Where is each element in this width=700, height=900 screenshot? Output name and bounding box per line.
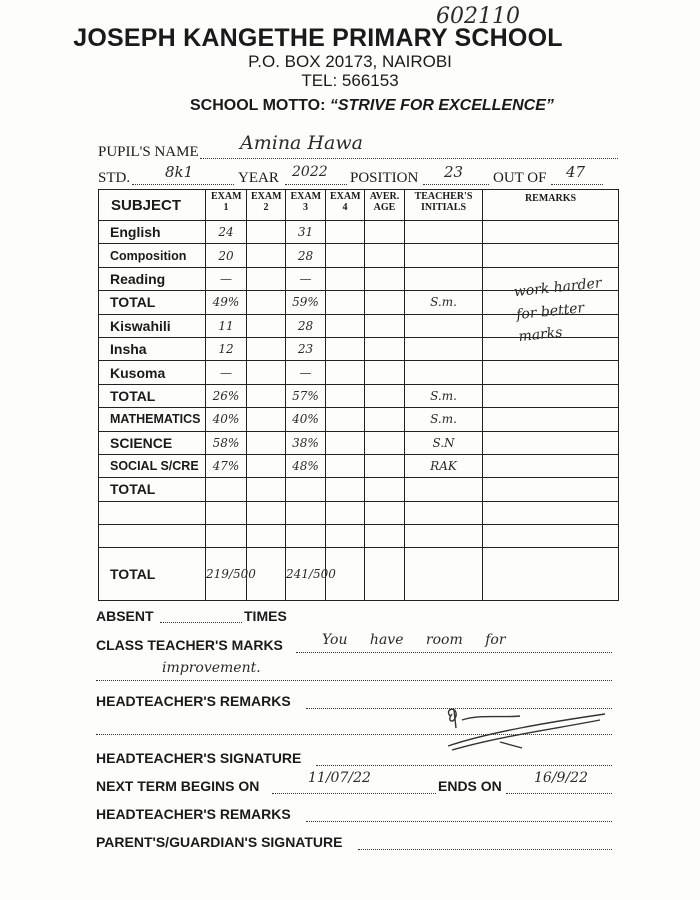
class-teacher-dots-2 xyxy=(96,680,612,681)
absent-dots xyxy=(160,622,242,623)
year-value: 2022 xyxy=(292,164,328,180)
initials-cell xyxy=(405,501,483,524)
std-dots xyxy=(132,184,234,185)
exam4-cell xyxy=(326,291,365,314)
exam4-cell xyxy=(326,431,365,454)
headteacher-remarks-label: HEADTEACHER'S REMARKS xyxy=(96,693,291,709)
exam2-cell xyxy=(247,454,286,477)
subject-cell: TOTAL xyxy=(99,384,206,407)
exam4-cell xyxy=(326,221,365,244)
header-teacher-initials: TEACHER'S INITIALS xyxy=(405,190,483,221)
initials-cell: S.m. xyxy=(405,384,483,407)
exam2-cell xyxy=(247,221,286,244)
parent-signature-label: PARENT'S/GUARDIAN'S SIGNATURE xyxy=(96,834,343,850)
avg-cell xyxy=(365,361,405,384)
remarks-cell xyxy=(483,478,619,501)
exam3-cell: 40% xyxy=(286,408,326,431)
grand-total-remarks xyxy=(483,548,619,601)
exam2-cell xyxy=(247,384,286,407)
initials-cell xyxy=(405,525,483,548)
out-of-label: OUT OF xyxy=(493,170,547,186)
headteacher-signature-mark xyxy=(440,706,610,756)
exam3-cell: 59% xyxy=(286,291,326,314)
initials-cell: RAK xyxy=(405,454,483,477)
subject-cell: TOTAL xyxy=(99,478,206,501)
avg-cell xyxy=(365,244,405,267)
avg-cell xyxy=(365,525,405,548)
class-teacher-remark-2: improvement. xyxy=(162,660,261,676)
remarks-cell xyxy=(483,431,619,454)
avg-cell xyxy=(365,431,405,454)
year-dots xyxy=(285,184,347,185)
avg-cell xyxy=(365,408,405,431)
year-label: YEAR xyxy=(238,170,279,186)
exam3-cell: 28 xyxy=(286,314,326,337)
std-label: STD. xyxy=(98,170,131,186)
subject-cell: Composition xyxy=(99,244,206,267)
exam1-cell: 12 xyxy=(206,337,247,360)
headteacher-signature-dots xyxy=(316,765,612,766)
exam2-cell xyxy=(247,501,286,524)
ends-on-value: 16/9/22 xyxy=(534,770,588,786)
exam1-cell xyxy=(206,478,247,501)
std-value: 8k1 xyxy=(165,163,194,181)
school-address: P.O. BOX 20173, NAIROBI xyxy=(248,52,452,71)
pupil-name-label: PUPIL'S NAME xyxy=(98,144,199,160)
initials-cell: S.m. xyxy=(405,291,483,314)
table-row xyxy=(99,454,619,477)
remarks-cell xyxy=(483,221,619,244)
headteacher-signature-label: HEADTEACHER'S SIGNATURE xyxy=(96,750,302,766)
exam1-cell: 24 xyxy=(206,221,247,244)
subject-cell xyxy=(99,501,206,524)
position-value: 23 xyxy=(444,163,464,181)
exam1-cell: 40% xyxy=(206,408,247,431)
out-of-dots xyxy=(551,184,603,185)
subject-cell: Kusoma xyxy=(99,361,206,384)
motto-label: SCHOOL MOTTO: xyxy=(190,97,326,114)
exam1-cell xyxy=(206,501,247,524)
exam1-cell: — xyxy=(206,361,247,384)
motto-text: “STRIVE FOR EXCELLENCE” xyxy=(329,97,554,114)
ends-on-label: ENDS ON xyxy=(438,778,502,794)
table-row xyxy=(99,431,619,454)
exam1-cell: — xyxy=(206,267,247,290)
avg-cell xyxy=(365,337,405,360)
exam1-cell xyxy=(206,525,247,548)
exam3-cell: 48% xyxy=(286,454,326,477)
exam4-cell xyxy=(326,314,365,337)
exam2-cell xyxy=(247,314,286,337)
initials-cell xyxy=(405,314,483,337)
grand-total-row xyxy=(99,548,619,601)
avg-cell xyxy=(365,314,405,337)
grand-total-exam3: 241/500 xyxy=(286,548,326,601)
next-term-label: NEXT TERM BEGINS ON xyxy=(96,778,260,794)
initials-cell xyxy=(405,337,483,360)
parent-signature-dots xyxy=(358,849,612,850)
subject-cell: MATHEMATICS xyxy=(99,408,206,431)
avg-cell xyxy=(365,384,405,407)
header-remarks: REMARKS xyxy=(483,190,619,221)
document-number: 602110 xyxy=(436,4,520,29)
avg-cell xyxy=(365,454,405,477)
marks-table xyxy=(98,189,619,601)
remarks-cell xyxy=(483,384,619,407)
remarks-handwritten: work harder for better marks xyxy=(513,275,603,346)
remarks-cell xyxy=(483,454,619,477)
class-teacher-remark-1: You have room for xyxy=(322,632,506,648)
initials-cell xyxy=(405,361,483,384)
table-row xyxy=(99,478,619,501)
exam2-cell xyxy=(247,525,286,548)
initials-cell xyxy=(405,244,483,267)
exam3-cell: — xyxy=(286,361,326,384)
subject-cell: SOCIAL S/CRE xyxy=(99,454,206,477)
exam2-cell xyxy=(247,337,286,360)
exam4-cell xyxy=(326,525,365,548)
class-teacher-dots xyxy=(296,652,612,653)
header-average: AVER. AGE xyxy=(365,190,405,221)
grand-total-initials xyxy=(405,548,483,601)
header-subject: SUBJECT xyxy=(99,190,206,221)
avg-cell xyxy=(365,478,405,501)
exam2-cell xyxy=(247,408,286,431)
subject-cell: Insha xyxy=(99,337,206,360)
exam1-cell: 49% xyxy=(206,291,247,314)
table-row xyxy=(99,408,619,431)
table-row xyxy=(99,361,619,384)
table-row xyxy=(99,384,619,407)
exam2-cell xyxy=(247,291,286,314)
table-header-row xyxy=(99,190,619,221)
exam2-cell xyxy=(247,244,286,267)
exam2-cell xyxy=(247,361,286,384)
exam1-cell: 20 xyxy=(206,244,247,267)
grand-total-exam1: 219/500 xyxy=(206,548,247,601)
subject-cell: English xyxy=(99,221,206,244)
next-term-value: 11/07/22 xyxy=(308,770,371,786)
table-row xyxy=(99,525,619,548)
remarks-cell xyxy=(483,244,619,267)
exam3-cell: 57% xyxy=(286,384,326,407)
school-motto xyxy=(190,97,554,115)
avg-cell xyxy=(365,267,405,290)
header-exam-2: EXAM 2 xyxy=(247,190,286,221)
exam3-cell: — xyxy=(286,267,326,290)
headteacher-remarks-2-dots xyxy=(306,821,612,822)
initials-cell xyxy=(405,221,483,244)
header-exam-3: EXAM 3 xyxy=(286,190,326,221)
exam3-cell xyxy=(286,478,326,501)
exam3-cell xyxy=(286,525,326,548)
table-row xyxy=(99,501,619,524)
exam4-cell xyxy=(326,408,365,431)
exam3-cell: 38% xyxy=(286,431,326,454)
exam4-cell xyxy=(326,244,365,267)
exam2-cell xyxy=(247,267,286,290)
exam4-cell xyxy=(326,267,365,290)
exam1-cell: 26% xyxy=(206,384,247,407)
pupil-name-dots xyxy=(200,158,618,159)
remarks-cell xyxy=(483,361,619,384)
grand-total-label: TOTAL xyxy=(99,548,206,601)
table-row xyxy=(99,221,619,244)
exam1-cell: 47% xyxy=(206,454,247,477)
subject-cell: Reading xyxy=(99,267,206,290)
exam2-cell xyxy=(247,431,286,454)
exam4-cell xyxy=(326,384,365,407)
position-dots xyxy=(423,184,489,185)
avg-cell xyxy=(365,221,405,244)
grand-total-average xyxy=(365,548,405,601)
subject-cell: TOTAL xyxy=(99,291,206,314)
pupil-name-value: Amina Hawa xyxy=(240,132,363,154)
header-exam-1: EXAM 1 xyxy=(206,190,247,221)
initials-cell: S.N xyxy=(405,431,483,454)
exam4-cell xyxy=(326,361,365,384)
subject-cell xyxy=(99,525,206,548)
table-row xyxy=(99,244,619,267)
remarks-cell xyxy=(483,525,619,548)
exam2-cell xyxy=(247,478,286,501)
subject-cell: SCIENCE xyxy=(99,431,206,454)
exam4-cell xyxy=(326,501,365,524)
ends-on-dots xyxy=(506,793,612,794)
initials-cell xyxy=(405,267,483,290)
position-label: POSITION xyxy=(350,170,419,186)
exam1-cell: 11 xyxy=(206,314,247,337)
out-of-value: 47 xyxy=(566,163,586,181)
avg-cell xyxy=(365,291,405,314)
remarks-cell xyxy=(483,501,619,524)
remarks-cell xyxy=(483,408,619,431)
exam4-cell xyxy=(326,337,365,360)
initials-cell xyxy=(405,478,483,501)
exam3-cell xyxy=(286,501,326,524)
header-exam-4: EXAM 4 xyxy=(326,190,365,221)
exam3-cell: 23 xyxy=(286,337,326,360)
exam4-cell xyxy=(326,478,365,501)
exam3-cell: 31 xyxy=(286,221,326,244)
absent-label: ABSENT xyxy=(96,608,154,624)
avg-cell xyxy=(365,501,405,524)
class-teacher-label: CLASS TEACHER'S MARKS xyxy=(96,637,283,653)
school-name: JOSEPH KANGETHE PRIMARY SCHOOL xyxy=(73,24,563,52)
headteacher-remarks-label-2: HEADTEACHER'S REMARKS xyxy=(96,806,291,822)
times-label: TIMES xyxy=(244,608,287,624)
initials-cell: S.m. xyxy=(405,408,483,431)
exam4-cell xyxy=(326,454,365,477)
exam3-cell: 28 xyxy=(286,244,326,267)
next-term-dots xyxy=(272,793,436,794)
school-telephone: TEL: 566153 xyxy=(301,71,399,90)
exam1-cell: 58% xyxy=(206,431,247,454)
subject-cell: Kiswahili xyxy=(99,314,206,337)
